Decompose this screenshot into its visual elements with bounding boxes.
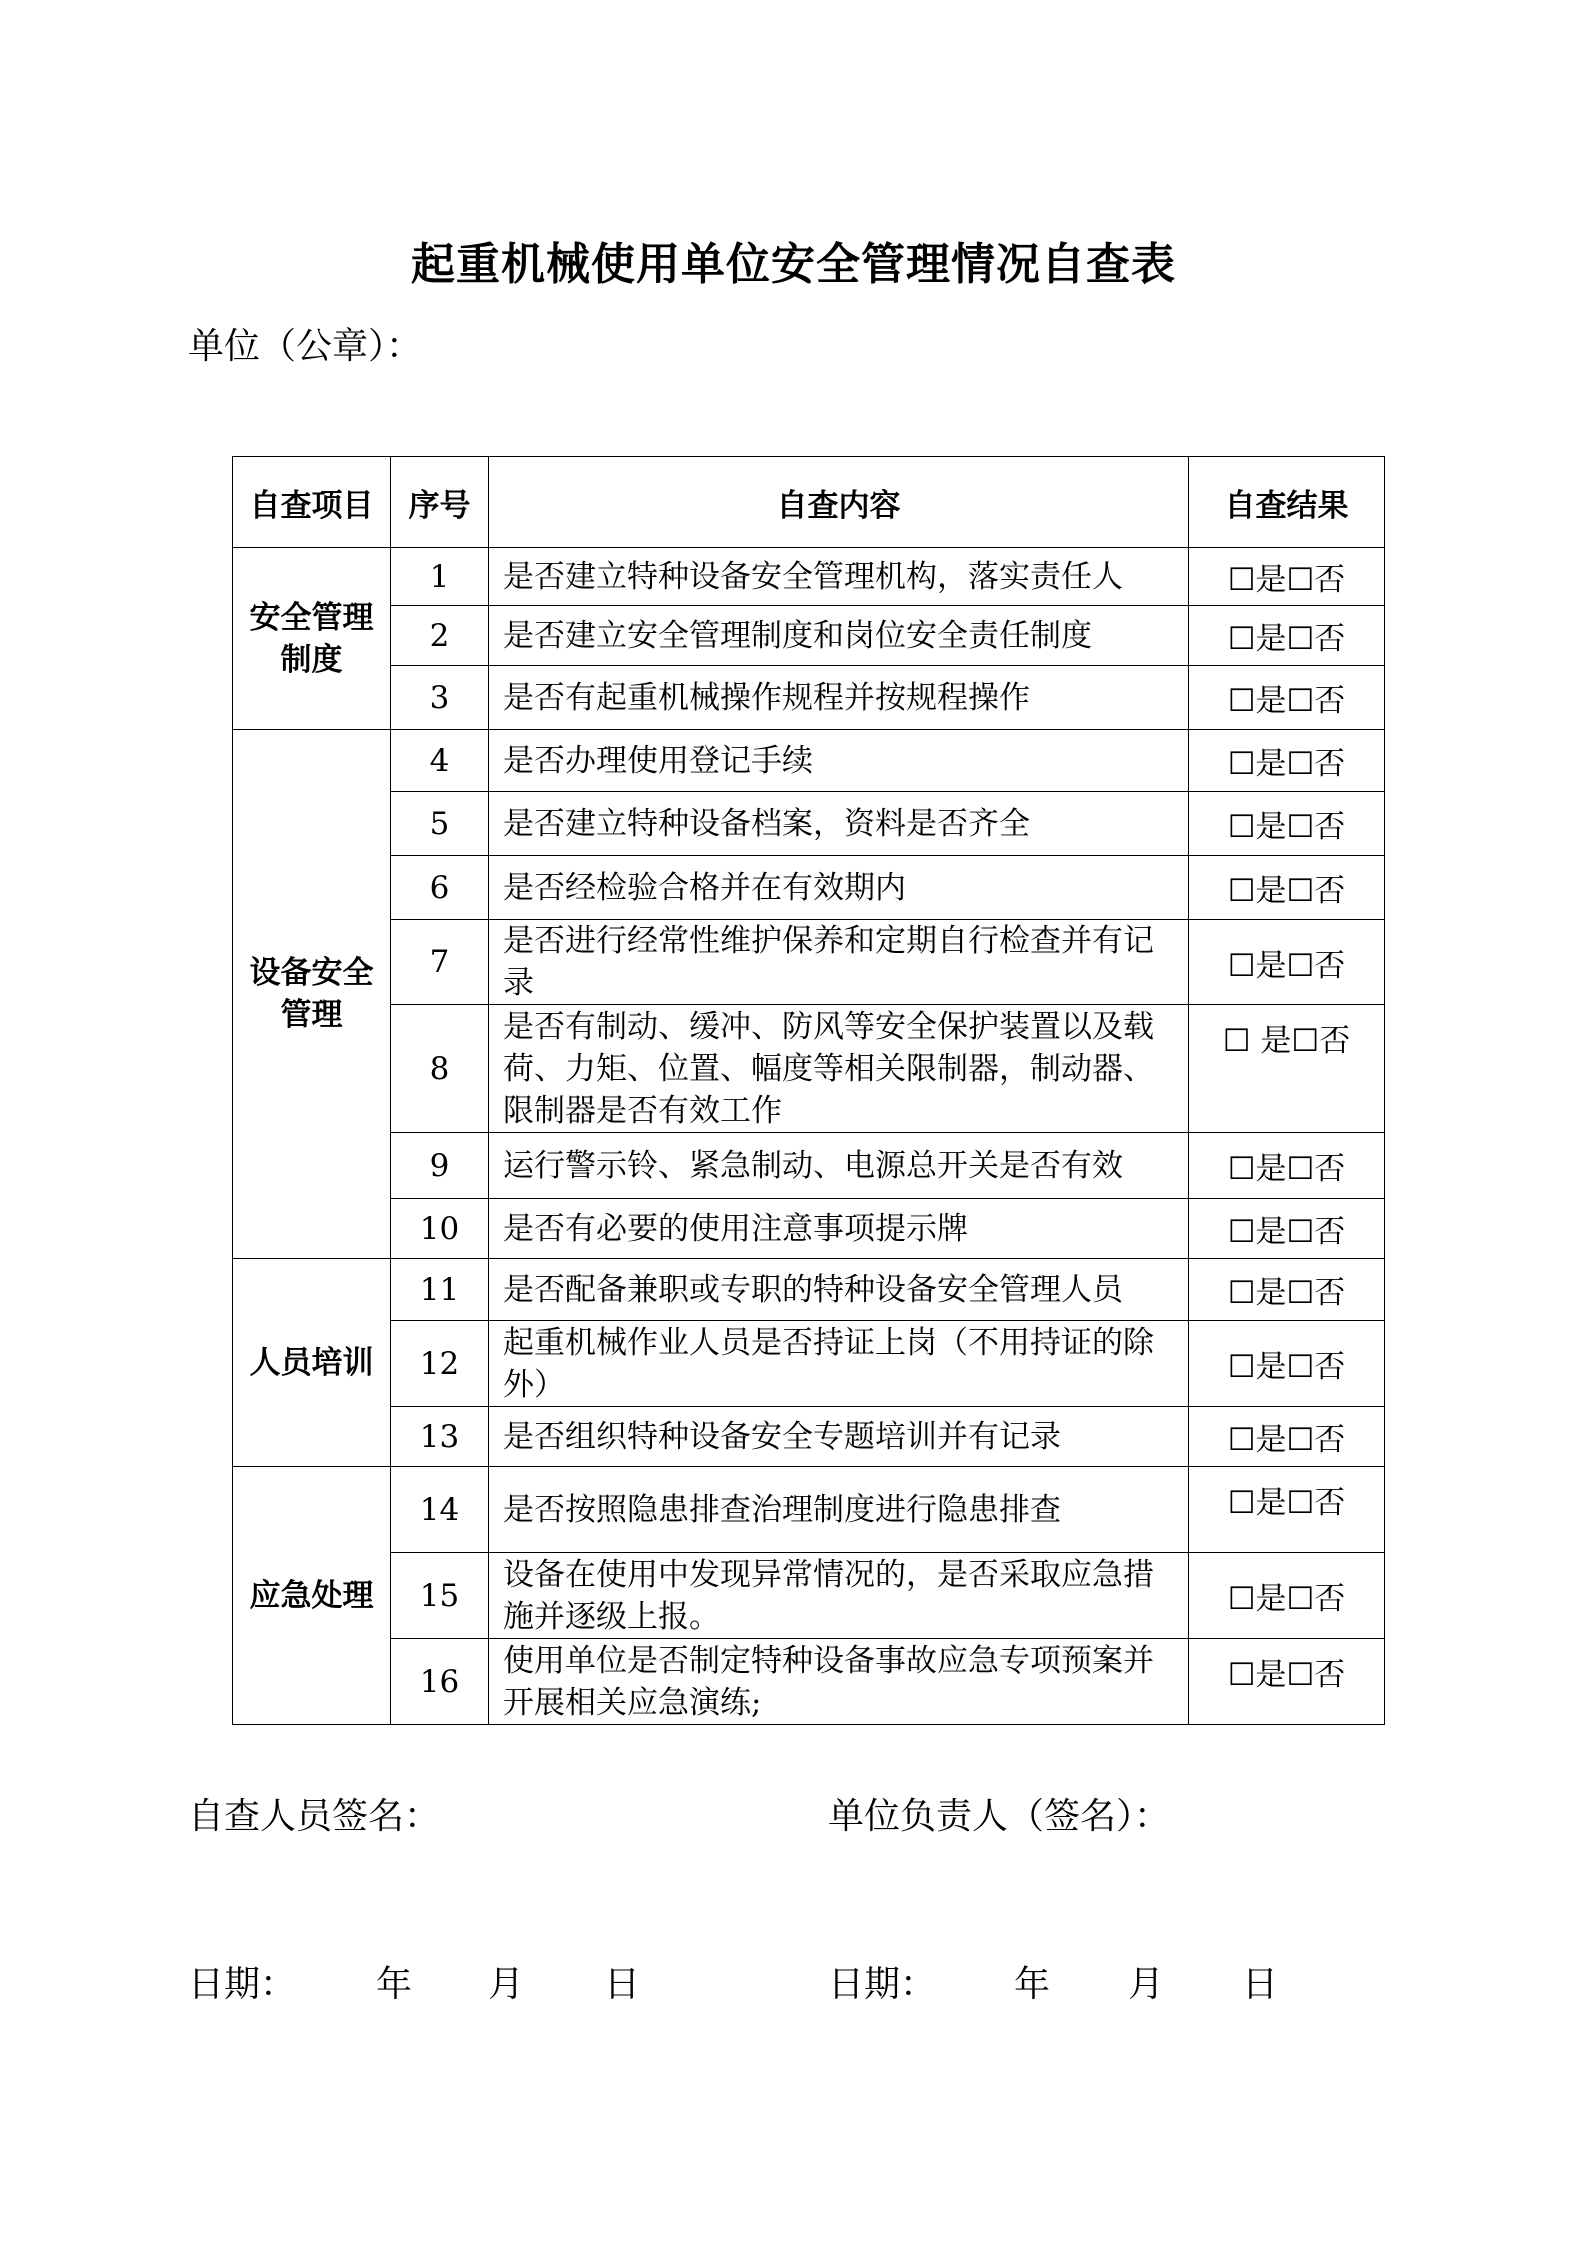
row-content: 是否经检验合格并在有效期内	[489, 856, 1189, 920]
header-result: 自查结果	[1189, 457, 1385, 548]
leader-date-label: 日期：	[828, 1964, 937, 2005]
row-result-checkbox[interactable]: ☐是☐否	[1189, 1553, 1385, 1639]
category-equipment-safety	[233, 730, 391, 1259]
inspector-signature-label: 自查人员签名：	[188, 1796, 441, 1837]
row-content: 是否建立特种设备档案，资料是否齐全	[489, 792, 1189, 856]
category-label: 设备安全 管理	[249, 955, 374, 1033]
row-result-checkbox[interactable]: ☐是☐否	[1189, 548, 1385, 606]
table-row	[233, 856, 1385, 920]
table-row	[233, 730, 1385, 792]
row-content: 是否进行经常性维护保养和定期自行检查并有记录	[489, 920, 1189, 1005]
row-result-checkbox[interactable]: ☐是☐否	[1189, 666, 1385, 730]
row-number: 14	[391, 1467, 489, 1553]
row-number: 16	[391, 1639, 489, 1725]
row-content: 是否建立安全管理制度和岗位安全责任制度	[489, 606, 1189, 666]
inspector-date-year: 年	[376, 1964, 413, 2005]
table-row	[233, 792, 1385, 856]
row-content: 是否有起重机械操作规程并按规程操作	[489, 666, 1189, 730]
inspector-date-label: 日期：	[188, 1964, 297, 2005]
leader-signature-label: 单位负责人（签名）：	[828, 1796, 1171, 1837]
table-row	[233, 1259, 1385, 1321]
table-row	[233, 1199, 1385, 1259]
row-content: 运行警示铃、紧急制动、电源总开关是否有效	[489, 1133, 1189, 1199]
row-number: 10	[391, 1199, 489, 1259]
leader-date-year: 年	[1014, 1964, 1051, 2005]
category-label: 应急处理	[249, 1577, 374, 1614]
row-result-checkbox[interactable]: ☐是☐否	[1189, 606, 1385, 666]
self-check-table	[232, 456, 1385, 1725]
row-result-checkbox[interactable]: ☐是☐否	[1189, 920, 1385, 1005]
header-content: 自查内容	[489, 457, 1189, 548]
category-management-system	[233, 548, 391, 730]
row-content: 是否按照隐患排查治理制度进行隐患排查	[489, 1467, 1189, 1553]
row-number: 2	[391, 606, 489, 666]
row-number: 5	[391, 792, 489, 856]
row-result-checkbox[interactable]: ☐是☐否	[1189, 1467, 1385, 1553]
table-header-row	[233, 457, 1385, 548]
row-number: 11	[391, 1259, 489, 1321]
row-number: 8	[391, 1005, 489, 1133]
table-row	[233, 1407, 1385, 1467]
row-content: 使用单位是否制定特种设备事故应急专项预案并开展相关应急演练;	[489, 1639, 1189, 1725]
row-result-checkbox[interactable]: ☐是☐否	[1189, 1199, 1385, 1259]
row-content: 是否有必要的使用注意事项提示牌	[489, 1199, 1189, 1259]
category-emergency-handling	[233, 1467, 391, 1725]
row-result-checkbox[interactable]: ☐ 是☐否	[1189, 1005, 1385, 1133]
table-row	[233, 1467, 1385, 1553]
row-number: 7	[391, 920, 489, 1005]
header-number: 序号	[391, 457, 489, 548]
row-result-checkbox[interactable]: ☐是☐否	[1189, 1321, 1385, 1407]
header-category: 自查项目	[233, 457, 391, 548]
table-row	[233, 1133, 1385, 1199]
row-result-checkbox[interactable]: ☐是☐否	[1189, 1259, 1385, 1321]
table-row	[233, 920, 1385, 1005]
leader-date-day: 日	[1242, 1964, 1279, 2005]
row-number: 13	[391, 1407, 489, 1467]
table-row	[233, 1639, 1385, 1725]
row-result-checkbox[interactable]: ☐是☐否	[1189, 730, 1385, 792]
row-result-checkbox[interactable]: ☐是☐否	[1189, 792, 1385, 856]
row-result-checkbox[interactable]: ☐是☐否	[1189, 1639, 1385, 1725]
row-number: 6	[391, 856, 489, 920]
row-content: 设备在使用中发现异常情况的，是否采取应急措施并逐级上报。	[489, 1553, 1189, 1639]
table-row	[233, 1005, 1385, 1133]
inspector-date-month: 月	[488, 1964, 525, 2005]
row-content: 起重机械作业人员是否持证上岗（不用持证的除外）	[489, 1321, 1189, 1407]
category-personnel-training	[233, 1259, 391, 1467]
category-label: 安全管理 制度	[249, 599, 374, 678]
row-result-checkbox[interactable]: ☐是☐否	[1189, 1133, 1385, 1199]
row-content: 是否办理使用登记手续	[489, 730, 1189, 792]
row-result-checkbox[interactable]: ☐是☐否	[1189, 1407, 1385, 1467]
row-content: 是否组织特种设备安全专题培训并有记录	[489, 1407, 1189, 1467]
row-number: 4	[391, 730, 489, 792]
category-label: 人员培训	[249, 1344, 374, 1381]
table-row	[233, 1553, 1385, 1639]
page-title: 起重机械使用单位安全管理情况自查表	[411, 239, 1176, 290]
row-number: 15	[391, 1553, 489, 1639]
row-result-checkbox[interactable]: ☐是☐否	[1189, 856, 1385, 920]
table-row	[233, 1321, 1385, 1407]
row-number: 1	[391, 548, 489, 606]
table-row	[233, 666, 1385, 730]
row-number: 9	[391, 1133, 489, 1199]
table-row	[233, 548, 1385, 606]
leader-date-month: 月	[1128, 1964, 1165, 2005]
unit-seal-label: 单位（公章）：	[188, 326, 423, 367]
row-content: 是否有制动、缓冲、防风等安全保护装置以及载荷、力矩、位置、幅度等相关限制器，制动器、限制器是否有效工作	[489, 1005, 1189, 1133]
row-content: 是否建立特种设备安全管理机构，落实责任人	[489, 548, 1189, 606]
row-content: 是否配备兼职或专职的特种设备安全管理人员	[489, 1259, 1189, 1321]
table-row	[233, 606, 1385, 666]
row-number: 12	[391, 1321, 489, 1407]
row-number: 3	[391, 666, 489, 730]
inspector-date-day: 日	[604, 1964, 641, 2005]
